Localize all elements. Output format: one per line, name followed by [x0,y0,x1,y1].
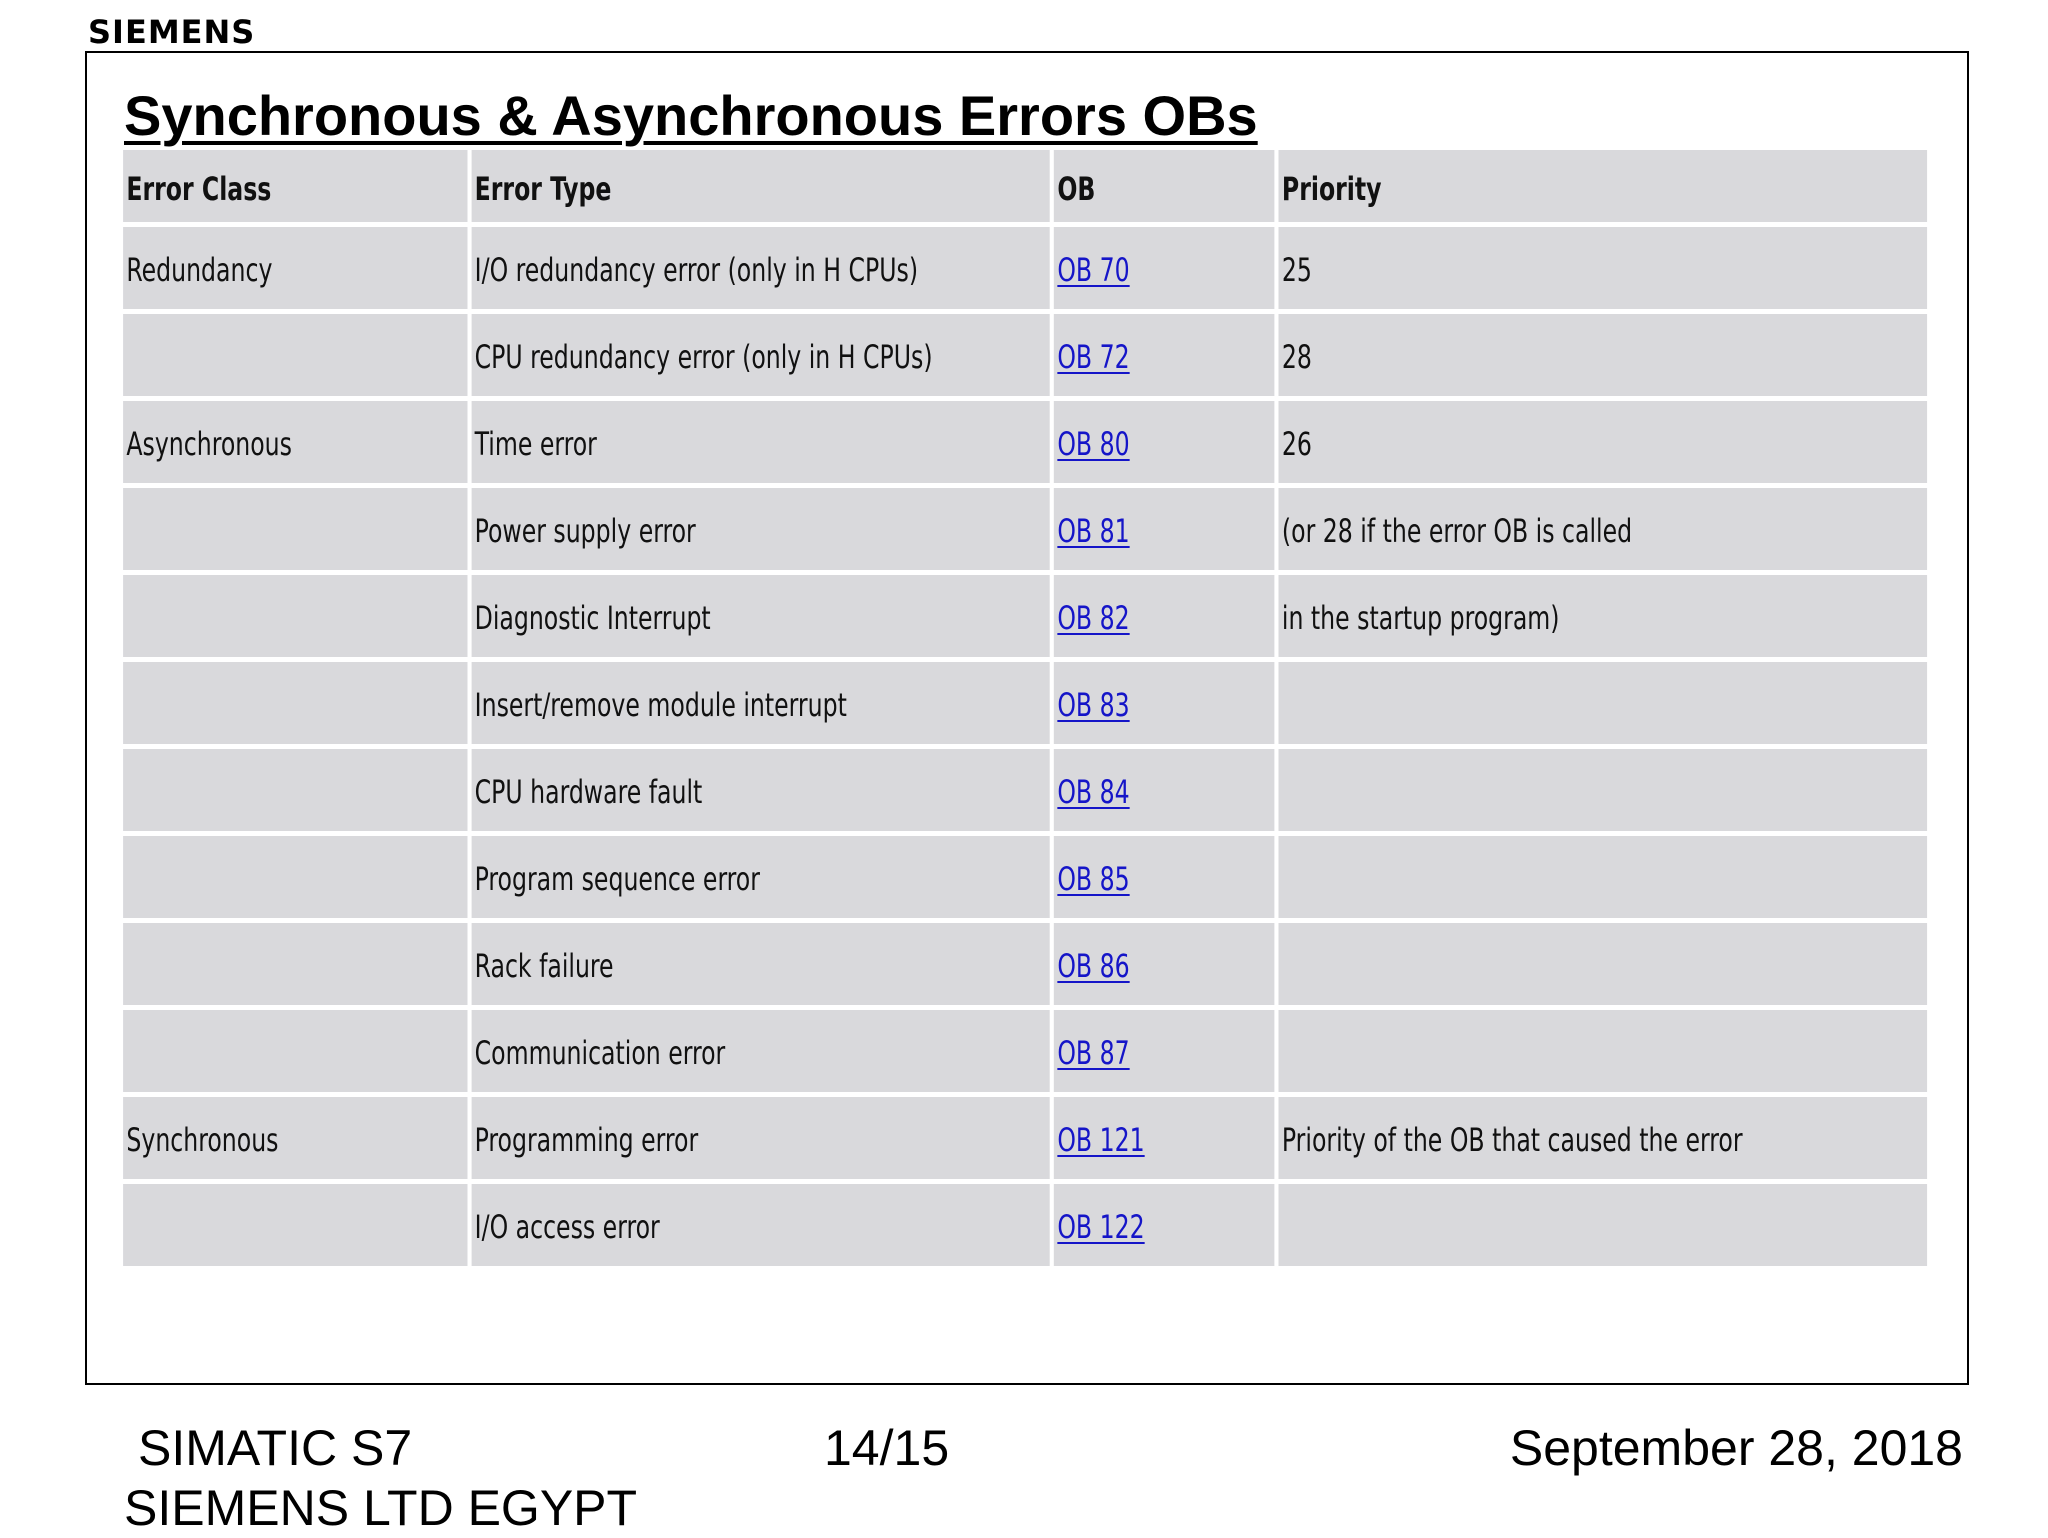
cell-ob [1054,1097,1274,1179]
cell-error-type: Program sequence error [471,836,1050,918]
cell-error-class [123,575,467,657]
error-ob-table [119,145,1931,1271]
cell-ob [1054,227,1274,309]
table-row [123,488,1927,570]
ob-link[interactable]: OB 84 [1057,773,1130,811]
ob-link[interactable]: OB 80 [1057,425,1130,463]
table-row [123,575,1927,657]
cell-ob [1054,749,1274,831]
cell-ob [1054,1010,1274,1092]
cell-error-class: Asynchronous [123,401,467,483]
ob-link[interactable]: OB 122 [1057,1208,1145,1246]
footer-date: September 28, 2018 [1509,1420,1963,1476]
cell-priority: Priority of the OB that caused the error [1279,1097,1927,1179]
table-row [123,1010,1927,1092]
cell-error-type: I/O redundancy error (only in H CPUs) [471,227,1050,309]
column-header-priority: Priority [1279,150,1927,222]
cell-ob [1054,923,1274,1005]
cell-error-class [123,488,467,570]
table-row [123,227,1927,309]
cell-error-class: Synchronous [123,1097,467,1179]
cell-priority [1279,749,1927,831]
ob-link[interactable]: OB 81 [1057,512,1130,550]
cell-ob [1054,575,1274,657]
cell-error-type: I/O access error [471,1184,1050,1266]
cell-error-class [123,1010,467,1092]
ob-link[interactable]: OB 82 [1057,599,1130,637]
cell-error-class [123,314,467,396]
cell-error-type: CPU redundancy error (only in H CPUs) [471,314,1050,396]
ob-link[interactable]: OB 72 [1057,338,1130,376]
cell-ob [1054,1184,1274,1266]
cell-error-type: Rack failure [471,923,1050,1005]
column-header-ob: OB [1054,150,1274,222]
ob-link[interactable]: OB 87 [1057,1034,1130,1072]
cell-priority: 25 [1279,227,1927,309]
siemens-logo: SIEMENS [88,13,256,51]
cell-error-type: Programming error [471,1097,1050,1179]
cell-priority: in the startup program) [1279,575,1927,657]
cell-priority [1279,1010,1927,1092]
slide-title: Synchronous & Asynchronous Errors OBs [124,84,1258,147]
cell-error-type: Insert/remove module interrupt [471,662,1050,744]
cell-priority [1279,923,1927,1005]
cell-error-type: Communication error [471,1010,1050,1092]
table-row [123,401,1927,483]
cell-error-class [123,923,467,1005]
cell-error-class: Redundancy [123,227,467,309]
cell-error-class [123,836,467,918]
column-header-error-class: Error Class [123,150,467,222]
table-row [123,314,1927,396]
column-header-error-type: Error Type [471,150,1050,222]
cell-ob [1054,662,1274,744]
ob-link[interactable]: OB 121 [1057,1121,1145,1159]
ob-link[interactable]: OB 86 [1057,947,1130,985]
cell-ob [1054,401,1274,483]
ob-link[interactable]: OB 83 [1057,686,1130,724]
cell-error-class [123,662,467,744]
page-number: 14/15 [824,1420,950,1476]
table-row [123,749,1927,831]
table-header-row [123,150,1927,222]
cell-error-type: Diagnostic Interrupt [471,575,1050,657]
cell-error-type: Time error [471,401,1050,483]
table-row [123,923,1927,1005]
table-body [123,227,1927,1266]
table-row [123,836,1927,918]
cell-priority [1279,836,1927,918]
table-row [123,1184,1927,1266]
cell-priority: 26 [1279,401,1927,483]
cell-priority: 28 [1279,314,1927,396]
cell-error-class [123,749,467,831]
cell-priority: (or 28 if the error OB is called [1279,488,1927,570]
table-row [123,1097,1927,1179]
cell-error-type: CPU hardware fault [471,749,1050,831]
cell-priority [1279,662,1927,744]
table-row [123,662,1927,744]
cell-error-class [123,1184,467,1266]
cell-error-type: Power supply error [471,488,1050,570]
cell-ob [1054,314,1274,396]
cell-priority [1279,1184,1927,1266]
cell-ob [1054,488,1274,570]
ob-link[interactable]: OB 70 [1057,251,1130,289]
ob-link[interactable]: OB 85 [1057,860,1130,898]
footer-company: SIEMENS LTD EGYPT [124,1480,638,1536]
footer-product: SIMATIC S7 [138,1420,413,1476]
cell-ob [1054,836,1274,918]
